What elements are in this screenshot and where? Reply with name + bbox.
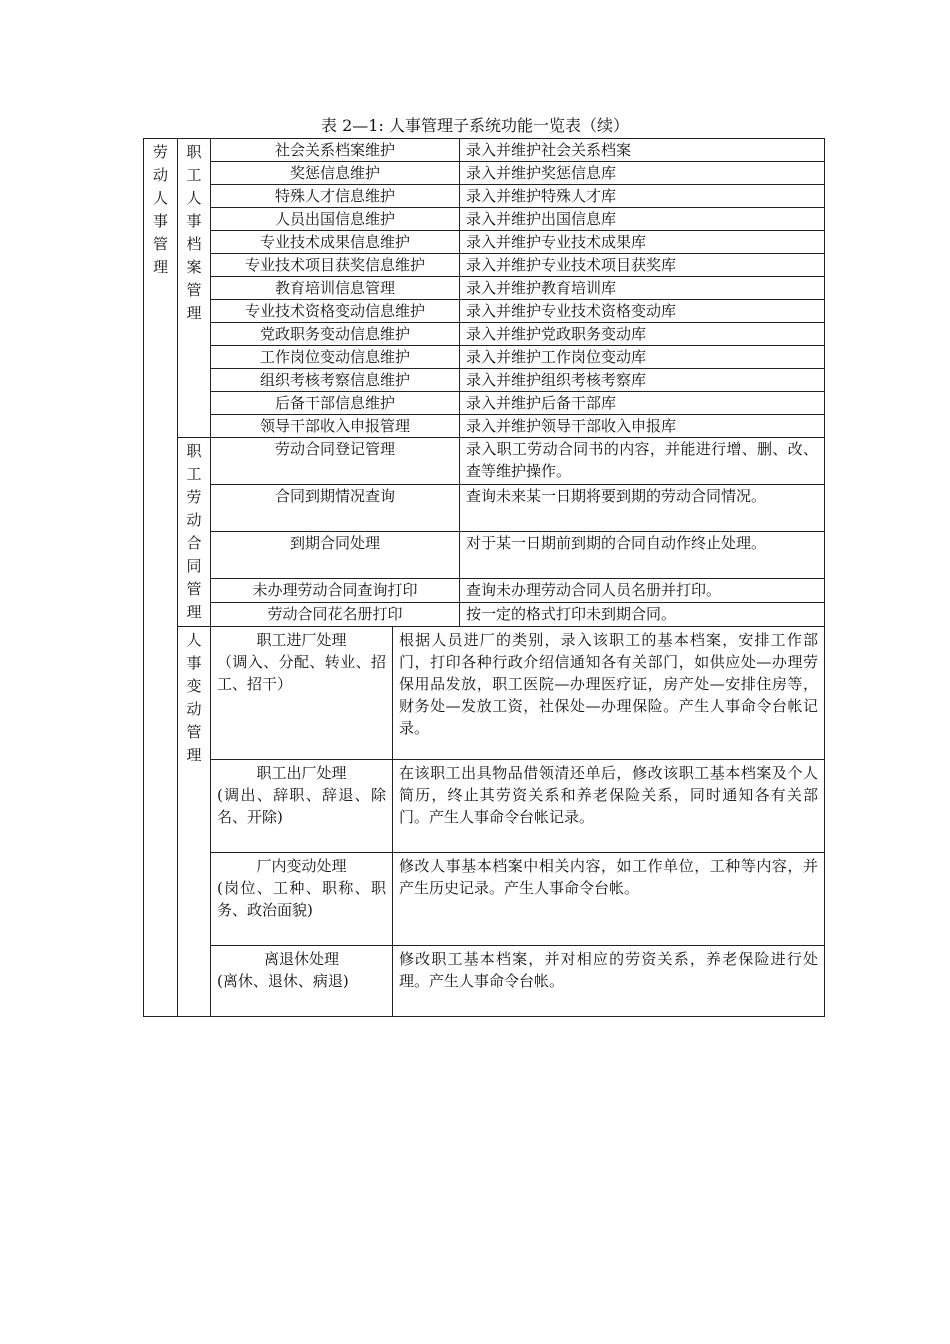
- function-cell: 到期合同处理: [211, 531, 460, 578]
- function-detail: (离休、退休、病退): [217, 972, 349, 990]
- function-detail: (调出、辞职、辞退、除名、开除): [217, 786, 386, 826]
- table-row: [144, 231, 825, 254]
- description-cell: 查询未来某一日期将要到期的劳动合同情况。: [460, 484, 825, 531]
- table-row: [144, 162, 825, 185]
- function-cell: 奖惩信息维护: [211, 162, 460, 185]
- description-cell: 查询未办理劳动合同人员名册并打印。: [460, 578, 825, 602]
- function-cell: 党政职务变动信息维护: [211, 323, 460, 346]
- function-cell: 领导干部收入申报管理: [211, 415, 460, 438]
- description-cell: 录入并维护特殊人才库: [460, 185, 825, 208]
- function-cell: 未办理劳动合同查询打印: [211, 578, 460, 602]
- table-row: [144, 392, 825, 415]
- description-cell: 在该职工出具物品借领清还单后，修改该职工基本档案及个人简历，终止其劳资关系和养老保险关系，同时通知各有关部门。产生人事命令台帐记录。: [393, 760, 825, 853]
- group-cell-archive: [178, 139, 211, 438]
- description-cell: 录入并维护社会关系档案: [460, 139, 825, 162]
- table-row: [144, 323, 825, 346]
- description-cell: 录入并维护专业技术资格变动库: [460, 300, 825, 323]
- table-row: [144, 578, 825, 602]
- function-name: 厂内变动处理: [256, 857, 347, 875]
- function-cell: 后备干部信息维护: [211, 392, 460, 415]
- table-row: [144, 139, 825, 162]
- description-cell: 录入并维护党政职务变动库: [460, 323, 825, 346]
- description-cell: 录入并维护组织考核考察库: [460, 369, 825, 392]
- function-detail: (岗位、工种、职称、职务、政治面貌): [217, 879, 386, 919]
- group-label-contract: 职工劳动合同管理: [186, 442, 202, 621]
- function-cell: 教育培训信息管理: [211, 277, 460, 300]
- description-cell: 录入并维护出国信息库: [460, 208, 825, 231]
- personnel-function-table: [143, 138, 825, 1017]
- description-cell: 根据人员进厂的类别，录入该职工的基本档案，安排工作部门，打印各种行政介绍信通知各有关部门，如供应处—办理劳保用品发放，职工医院—办理医疗证，房产处—安排住房等，财务处—发放工资，社保处—办理保险。产生人事命令台帐记录。: [393, 627, 825, 760]
- description-cell: 对于某一日期前到期的合同自动作终止处理。: [460, 531, 825, 578]
- table-row: [144, 946, 825, 1017]
- function-cell: 工作岗位变动信息维护: [211, 346, 460, 369]
- description-cell: 修改职工基本档案，并对相应的劳资关系，养老保险进行处理。产生人事命令台帐。: [393, 946, 825, 1017]
- description-cell: 按一定的格式打印未到期合同。: [460, 602, 825, 626]
- function-cell: [211, 853, 393, 946]
- table-row: [144, 277, 825, 300]
- table-row: [144, 438, 825, 485]
- description-cell: 录入并维护专业技术项目获奖库: [460, 254, 825, 277]
- group-label-archive: 职工人事档案管理: [186, 143, 202, 322]
- table-row: [144, 531, 825, 578]
- table-row: [144, 760, 825, 853]
- table-caption: 表 2—1: 人事管理子系统功能一览表（续）: [321, 116, 629, 135]
- category-label: 劳动人事管理: [153, 143, 169, 276]
- function-cell: [211, 760, 393, 853]
- function-name: 职工进厂处理: [256, 631, 347, 649]
- function-cell: 劳动合同登记管理: [211, 438, 460, 485]
- description-cell: 录入职工劳动合同书的内容，并能进行增、删、改、查等维护操作。: [460, 438, 825, 485]
- table-row: [144, 300, 825, 323]
- function-cell: 专业技术成果信息维护: [211, 231, 460, 254]
- table-row: [144, 185, 825, 208]
- table-row: [144, 369, 825, 392]
- description-cell: 录入并维护后备干部库: [460, 392, 825, 415]
- function-name: 职工出厂处理: [256, 764, 347, 782]
- table-row: [144, 853, 825, 946]
- description-cell: 录入并维护奖惩信息库: [460, 162, 825, 185]
- table-row: [144, 254, 825, 277]
- function-cell: 社会关系档案维护: [211, 139, 460, 162]
- description-cell: 录入并维护工作岗位变动库: [460, 346, 825, 369]
- table-row: [144, 602, 825, 626]
- function-cell: 组织考核考察信息维护: [211, 369, 460, 392]
- group-cell-contract: [178, 438, 211, 627]
- function-cell: [211, 627, 393, 760]
- function-name: 离退休处理: [263, 950, 339, 968]
- table-row: [144, 415, 825, 438]
- table-row: [144, 208, 825, 231]
- table-row: [144, 346, 825, 369]
- table-row: [144, 627, 825, 760]
- function-cell: 特殊人才信息维护: [211, 185, 460, 208]
- description-cell: 修改人事基本档案中相关内容，如工作单位，工种等内容，并产生历史记录。产生人事命令台帐。: [393, 853, 825, 946]
- description-cell: 录入并维护领导干部收入申报库: [460, 415, 825, 438]
- group-cell-change: [178, 627, 211, 1017]
- function-cell: 专业技术资格变动信息维护: [211, 300, 460, 323]
- description-cell: 录入并维护专业技术成果库: [460, 231, 825, 254]
- function-cell: [211, 946, 393, 1017]
- group-label-change: 人事变动管理: [186, 631, 202, 764]
- table-row: [144, 484, 825, 531]
- function-cell: 合同到期情况查询: [211, 484, 460, 531]
- function-cell: 劳动合同花名册打印: [211, 602, 460, 626]
- category-cell: [144, 139, 178, 1017]
- function-detail: （调入、分配、转业、招工、招干）: [217, 653, 386, 693]
- description-cell: 录入并维护教育培训库: [460, 277, 825, 300]
- function-cell: 专业技术项目获奖信息维护: [211, 254, 460, 277]
- function-cell: 人员出国信息维护: [211, 208, 460, 231]
